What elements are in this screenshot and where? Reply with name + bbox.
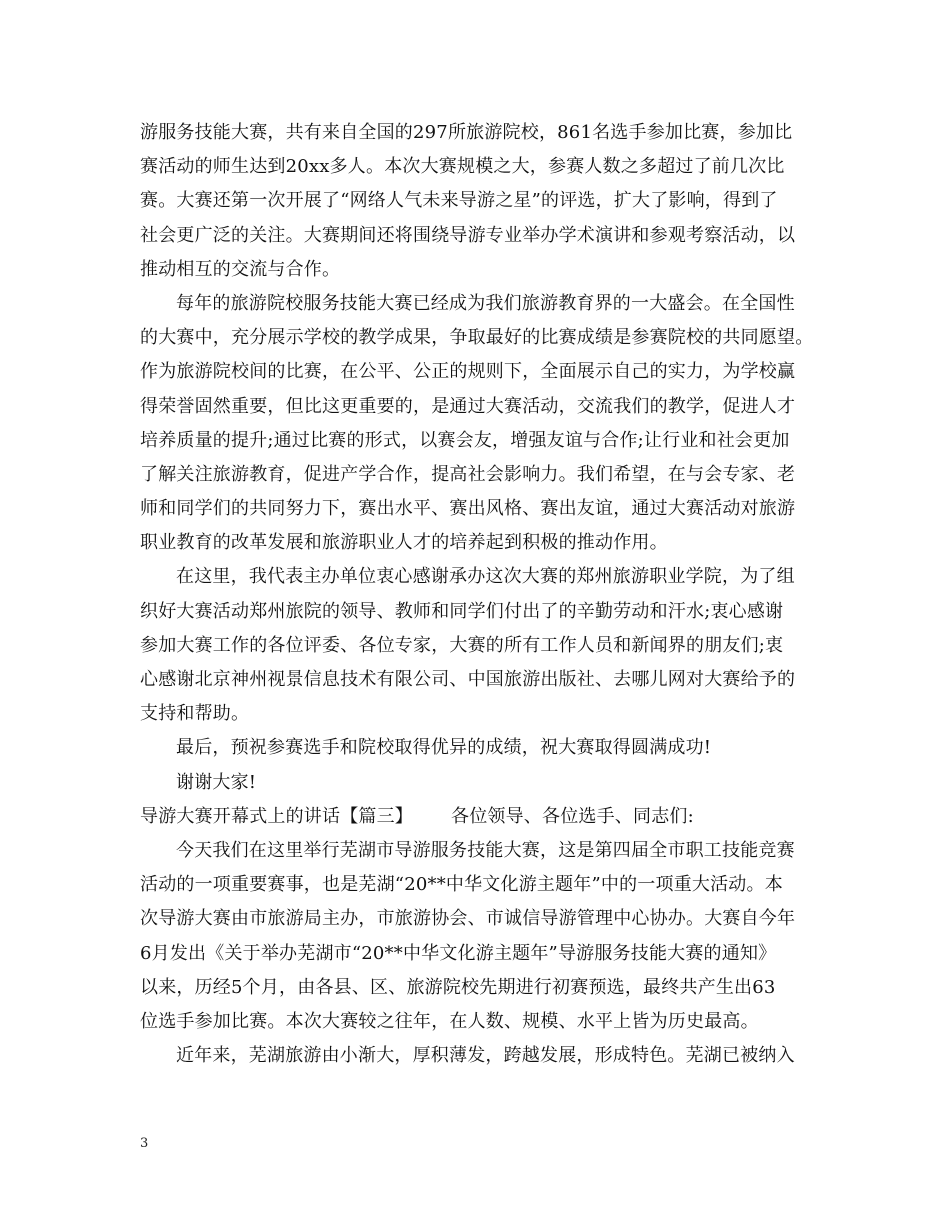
paragraph-start-line: 每年的旅游院校服务技能大赛已经成为我们旅游教育界的一大盛会。在全国性 (176, 292, 795, 314)
text-line: 活动的一项重要赛事，也是芜湖“20**中华文化游主题年”中的一项重大活动。本 (140, 874, 783, 896)
text-line: 社会更广泛的关注。大赛期间还将围绕导游专业举办学术演讲和参观考察活动，以 (140, 224, 796, 246)
text-line: 赛活动的师生达到20xx多人。本次大赛规模之大，参赛人数之多超过了前几次比 (140, 156, 785, 178)
text-line: 次导游大赛由市旅游局主办，市旅游协会、市诚信导游管理中心协办。大赛自今年 (140, 908, 796, 930)
paragraph-start-line: 近年来，芜湖旅游由小渐大，厚积薄发，跨越发展，形成特色。芜湖已被纳入 (176, 1045, 795, 1067)
text-line: 推动相互的交流与合作。 (140, 258, 341, 280)
text-line: 赛。大赛还第一次开展了“网络人气未来导游之星”的评选，扩大了影响，得到了 (140, 190, 778, 212)
text-line: 作为旅游院校间的比赛，在公平、公正的规则下，全面展示自己的实力，为学校赢 (140, 361, 796, 383)
paragraph-start-line: 谢谢大家! (176, 771, 257, 793)
text-line: 位选手参加比赛。本次大赛较之往年，在人数、规模、水平上皆为历史最高。 (140, 1010, 759, 1032)
text-line: 支持和帮助。 (140, 703, 250, 725)
text-line: 参加大赛工作的各位评委、各位专家，大赛的所有工作人员和新闻界的朋友们;衷 (140, 634, 784, 656)
paragraph-start-line: 今天我们在这里举行芜湖市导游服务技能大赛，这是第四届全市职工技能竞赛 (176, 839, 795, 861)
paragraph-start-line: 最后，预祝参赛选手和院校取得优异的成绩，祝大赛取得圆满成功! (176, 737, 712, 759)
paragraph-start-line: 在这里，我代表主办单位衷心感谢承办这次大赛的郑州旅游职业学院，为了组 (176, 566, 795, 588)
text-line: 得荣誉固然重要，但比这更重要的，是通过大赛活动，交流我们的教学，促进人才 (140, 395, 796, 417)
text-line: 职业教育的改革发展和旅游职业人才的培养起到积极的推动作用。 (140, 532, 668, 554)
text-line: 心感谢北京神州视景信息技术有限公司、中国旅游出版社、去哪儿网对大赛给予的 (140, 669, 796, 690)
text-line: 游服务技能大赛，共有来自全国的297所旅游院校，861名选手参加比赛，参加比 (140, 122, 793, 143)
text-line: 培养质量的提升;通过比赛的形式，以赛会友，增强友谊与合作;让行业和社会更加 (140, 429, 790, 451)
document-body (140, 116, 820, 1073)
text-line: 织好大赛活动郑州旅院的领导、教师和同学们付出了的辛勤劳动和汗水;衷心感谢 (140, 600, 784, 622)
section-greeting: 各位领导、各位选手、同志们: (451, 805, 694, 827)
page-number: 3 (140, 1136, 149, 1151)
text-line: 6月发出《关于举办芜湖市“20**中华文化游主题年”导游服务技能大赛的通知》 (140, 942, 777, 964)
text-line: 以来，历经5个月，由各县、区、旅游院校先期进行初赛预选，最终共产生出63 (140, 976, 776, 998)
text-line: 师和同学们的共同努力下，赛出水平、赛出风格、赛出友谊，通过大赛活动对旅游 (140, 498, 796, 520)
text-line: 了解关注旅游教育，促进产学合作，提高社会影响力。我们希望，在与会专家、老 (140, 463, 796, 485)
section-title: 导游大赛开幕式上的讲话【篇三】 (140, 805, 413, 827)
section-heading (140, 800, 820, 834)
text-line: 的大赛中，充分展示学校的教学成果，争取最好的比赛成绩是参赛院校的共同愿望。 (140, 327, 814, 349)
